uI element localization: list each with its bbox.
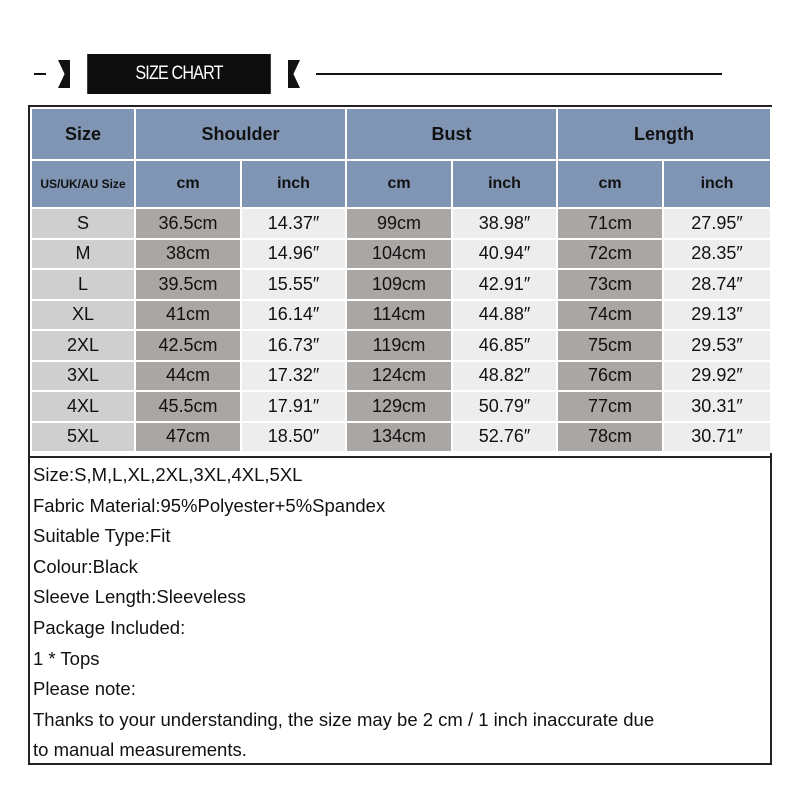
info-fabric: Fabric Material:95%Polyester+5%Spandex — [33, 494, 386, 516]
info-note-line-1: Thanks to your understanding, the size may be 2 cm / 1 inch inaccurate due — [33, 708, 655, 730]
table-row — [31, 300, 771, 331]
banner-ribbon-right — [288, 60, 300, 88]
bust-inch-cell: 52.76″ — [452, 422, 557, 453]
banner-line-left — [34, 73, 46, 75]
header-size-region: US/UK/AU Size — [31, 160, 135, 208]
length-inch-cell: 27.95″ — [663, 208, 771, 239]
header-size: Size — [31, 108, 135, 160]
table-row — [31, 269, 771, 300]
bust-cm-cell: 129cm — [346, 391, 452, 422]
size-cell: 3XL — [31, 361, 135, 392]
length-inch-cell: 30.71″ — [663, 422, 771, 453]
shoulder-inch-cell: 17.32″ — [241, 361, 346, 392]
size-cell: M — [31, 239, 135, 270]
bust-inch-cell: 38.98″ — [452, 208, 557, 239]
bust-cm-cell: 104cm — [346, 239, 452, 270]
shoulder-inch-cell: 17.91″ — [241, 391, 346, 422]
group-header-row — [31, 108, 771, 160]
bust-cm-cell: 134cm — [346, 422, 452, 453]
shoulder-inch-cell: 18.50″ — [241, 422, 346, 453]
size-cell: 5XL — [31, 422, 135, 453]
header-length: Length — [557, 108, 771, 160]
bust-inch-cell: 42.91″ — [452, 269, 557, 300]
length-inch-cell: 29.92″ — [663, 361, 771, 392]
shoulder-cm-cell: 42.5cm — [135, 330, 241, 361]
table-row — [31, 361, 771, 392]
length-inch-cell: 28.35″ — [663, 239, 771, 270]
size-cell: 4XL — [31, 391, 135, 422]
banner-ribbon-left — [58, 60, 70, 88]
info-sizes: Size:S,M,L,XL,2XL,3XL,4XL,5XL — [33, 464, 303, 485]
length-cm-cell: 77cm — [557, 391, 663, 422]
header-shoulder-inch: inch — [241, 160, 346, 208]
table-row — [31, 330, 771, 361]
length-cm-cell: 75cm — [557, 330, 663, 361]
size-cell: S — [31, 208, 135, 239]
shoulder-inch-cell: 16.14″ — [241, 300, 346, 331]
size-chart-table — [30, 107, 772, 453]
shoulder-cm-cell: 44cm — [135, 361, 241, 392]
shoulder-cm-cell: 41cm — [135, 300, 241, 331]
shoulder-cm-cell: 39.5cm — [135, 269, 241, 300]
table-row — [31, 208, 771, 239]
length-inch-cell: 28.74″ — [663, 269, 771, 300]
length-cm-cell: 74cm — [557, 300, 663, 331]
table-row — [31, 391, 771, 422]
shoulder-inch-cell: 16.73″ — [241, 330, 346, 361]
banner-line-right — [316, 73, 722, 75]
table-row — [31, 422, 771, 453]
bust-inch-cell: 50.79″ — [452, 391, 557, 422]
header-shoulder: Shoulder — [135, 108, 346, 160]
info-type: Suitable Type:Fit — [33, 525, 171, 547]
info-package-item: 1 * Tops — [33, 647, 100, 669]
length-cm-cell: 76cm — [557, 361, 663, 392]
bust-inch-cell: 46.85″ — [452, 330, 557, 361]
info-note-label: Please note: — [33, 678, 136, 700]
header-shoulder-cm: cm — [135, 160, 241, 208]
info-note-line-2: to manual measurements. — [33, 739, 247, 761]
info-colour: Colour:Black — [33, 555, 138, 577]
length-inch-cell: 29.53″ — [663, 330, 771, 361]
product-info — [30, 456, 770, 763]
shoulder-inch-cell: 15.55″ — [241, 269, 346, 300]
size-cell: XL — [31, 300, 135, 331]
info-package-label: Package Included: — [33, 616, 186, 638]
length-inch-cell: 30.31″ — [663, 391, 771, 422]
bust-cm-cell: 99cm — [346, 208, 452, 239]
header-bust-inch: inch — [452, 160, 557, 208]
shoulder-cm-cell: 45.5cm — [135, 391, 241, 422]
size-cell: L — [31, 269, 135, 300]
shoulder-cm-cell: 47cm — [135, 422, 241, 453]
bust-cm-cell: 124cm — [346, 361, 452, 392]
banner-title: SIZE CHART — [87, 54, 271, 94]
table-row — [31, 239, 771, 270]
length-cm-cell: 73cm — [557, 269, 663, 300]
bust-inch-cell: 48.82″ — [452, 361, 557, 392]
info-sleeve: Sleeve Length:Sleeveless — [33, 586, 246, 608]
header-bust: Bust — [346, 108, 557, 160]
length-cm-cell: 72cm — [557, 239, 663, 270]
header-length-cm: cm — [557, 160, 663, 208]
header-bust-cm: cm — [346, 160, 452, 208]
shoulder-inch-cell: 14.96″ — [241, 239, 346, 270]
bust-cm-cell: 119cm — [346, 330, 452, 361]
length-cm-cell: 78cm — [557, 422, 663, 453]
shoulder-inch-cell: 14.37″ — [241, 208, 346, 239]
header-length-inch: inch — [663, 160, 771, 208]
shoulder-cm-cell: 36.5cm — [135, 208, 241, 239]
length-inch-cell: 29.13″ — [663, 300, 771, 331]
bust-cm-cell: 109cm — [346, 269, 452, 300]
bust-inch-cell: 44.88″ — [452, 300, 557, 331]
shoulder-cm-cell: 38cm — [135, 239, 241, 270]
bust-inch-cell: 40.94″ — [452, 239, 557, 270]
size-cell: 2XL — [31, 330, 135, 361]
bust-cm-cell: 114cm — [346, 300, 452, 331]
length-cm-cell: 71cm — [557, 208, 663, 239]
unit-header-row — [31, 160, 771, 208]
